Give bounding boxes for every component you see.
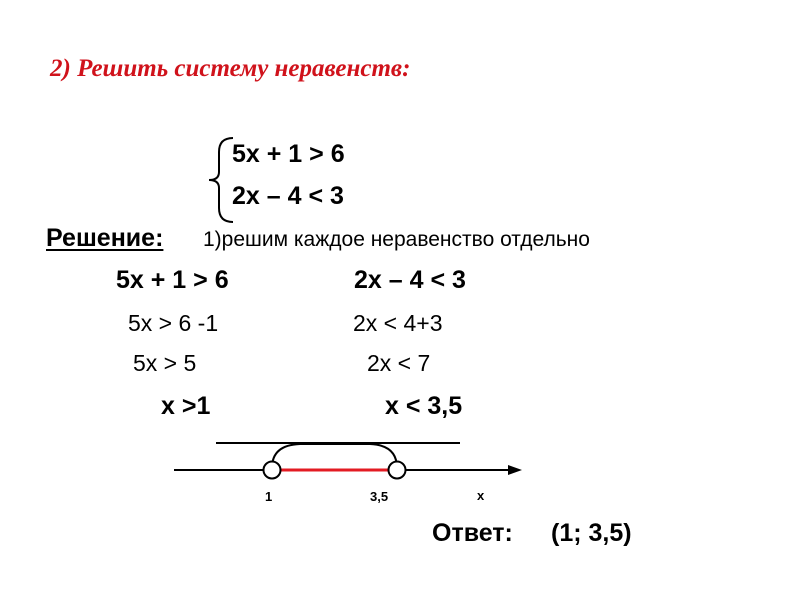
number-line-arrow	[508, 465, 522, 475]
answer-value: (1; 3,5)	[551, 519, 632, 547]
right-step-1: 2х – 4 < 3	[354, 266, 466, 294]
point-label-1: 1	[265, 489, 273, 504]
left-step-3: 5х > 5	[133, 350, 197, 376]
open-point-left	[264, 462, 281, 479]
task-title: 2) Решить систему неравенств:	[50, 55, 411, 82]
left-step-2: 5х > 6 -1	[128, 310, 219, 336]
system-inequality-1: 5х + 1 > 6	[232, 140, 345, 168]
solution-label: Решение:	[46, 224, 164, 252]
number-line	[160, 430, 530, 510]
interval-arc	[272, 444, 397, 468]
point-label-3-5: 3,5	[370, 489, 389, 504]
system-inequality-2: 2х – 4 < 3	[232, 182, 344, 210]
open-point-right	[389, 462, 406, 479]
axis-label-x: х	[477, 488, 485, 503]
answer-label: Ответ:	[432, 519, 513, 547]
left-step-4: х >1	[161, 392, 211, 420]
right-step-2: 2х < 4+3	[353, 310, 443, 336]
right-step-3: 2х < 7	[367, 350, 431, 376]
solution-description: 1)решим каждое неравенство отдельно	[203, 228, 590, 251]
left-step-1: 5х + 1 > 6	[116, 266, 229, 294]
right-step-4: х < 3,5	[385, 392, 463, 420]
